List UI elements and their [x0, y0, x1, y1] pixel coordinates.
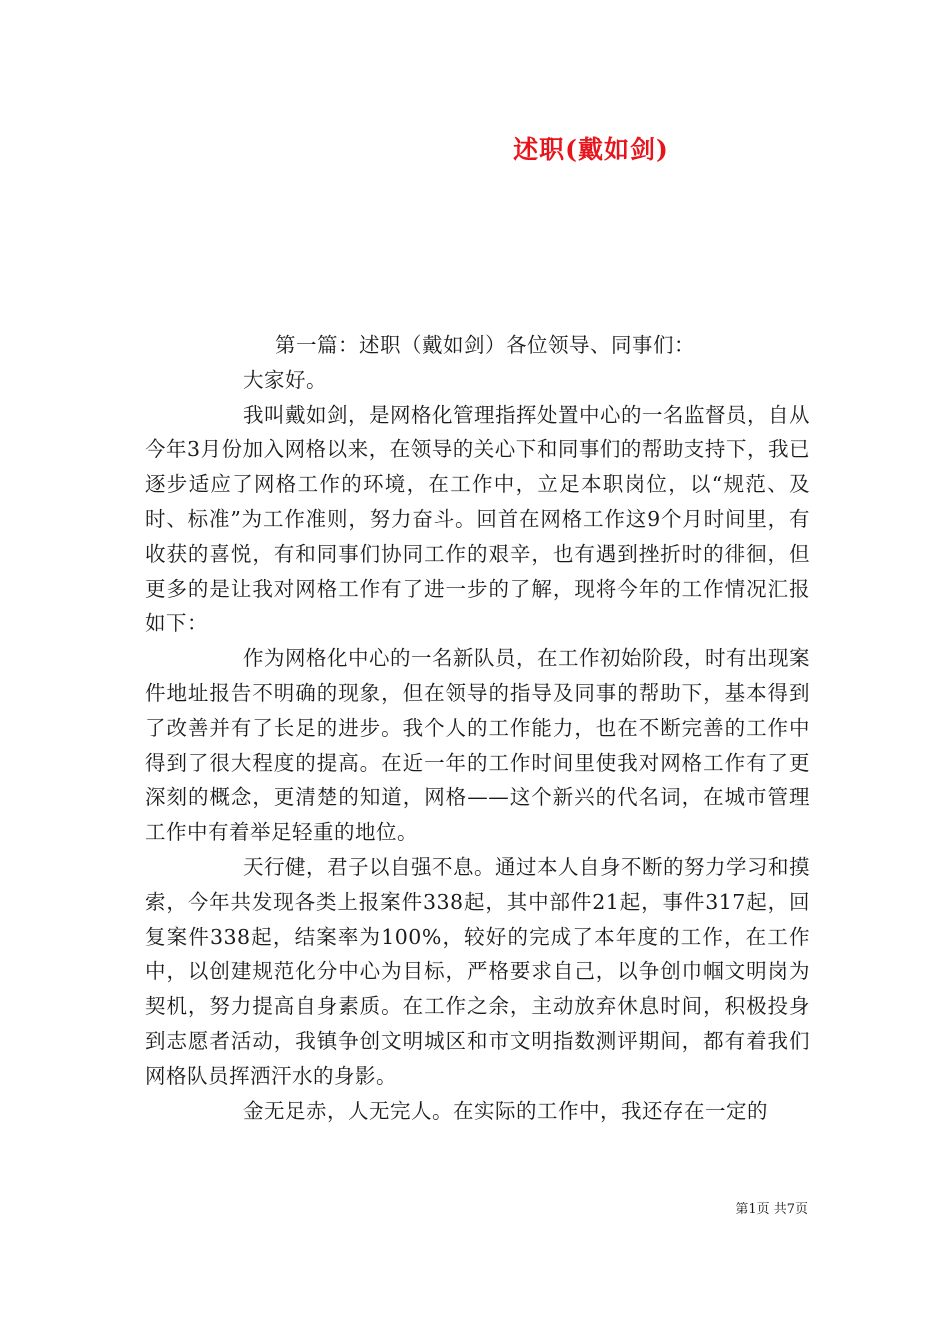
paragraph-4: 金无足赤，人无完人。在实际的工作中，我还存在一定的 [243, 1098, 768, 1123]
document-body [145, 328, 810, 1128]
section-heading: 第一篇：述职（戴如剑）各位领导、同事们： [275, 333, 695, 357]
paragraph-2: 作为网格化中心的一名新队员，在工作初始阶段，时有出现案件地址报告不明确的现象，但在领导的指导及同事的帮助下，基本得到了改善并有了长足的进步。我个人的工作能力，也在不断完善的工作中得到了很大程度的提高。在近一年的工作时间里使我对网格工作有了更深刻的概念，更清楚的知道，网格——这个新兴的代名词，在城市管理工作中有着举足轻重的地位。 [145, 646, 810, 845]
greeting-line: 大家好。 [243, 367, 327, 392]
paragraph-1: 我叫戴如剑，是网格化管理指挥处置中心的一名监督员，自从今年3月份加入网格以来，在领导的关心下和同事们的帮助支持下，我已逐步适应了网格工作的环境，在工作中，立足本职岗位，以“规范、及时、标准”为工作准则，努力奋斗。回首在网格工作这9个月时间里，有收获的喜悦，有和同事们协同工作的艰辛，也有遇到挫折时的徘徊，但更多的是让我对网格工作有了进一步的了解，现将今年的工作情况汇报如下： [145, 402, 810, 636]
page-number-footer: 第1页 共7页 [735, 1202, 808, 1217]
document-title: 述职(戴如剑) [513, 135, 669, 164]
paragraph-3: 天行健，君子以自强不息。通过本人自身不断的努力学习和摸索，今年共发现各类上报案件338起，其中部件21起，事件317起，回复案件338起，结案率为100%，较好的完成了本年度的工作，在工作中，以创建规范化分中心为目标，严格要求自己，以争创巾帼文明岗为契机，努力提高自身素质。在工作之余，主动放弃休息时间，积极投身到志愿者活动，我镇争创文明城区和市文明指数测评期间，都有着我们网格队员挥洒汗水的身影。 [145, 854, 810, 1088]
